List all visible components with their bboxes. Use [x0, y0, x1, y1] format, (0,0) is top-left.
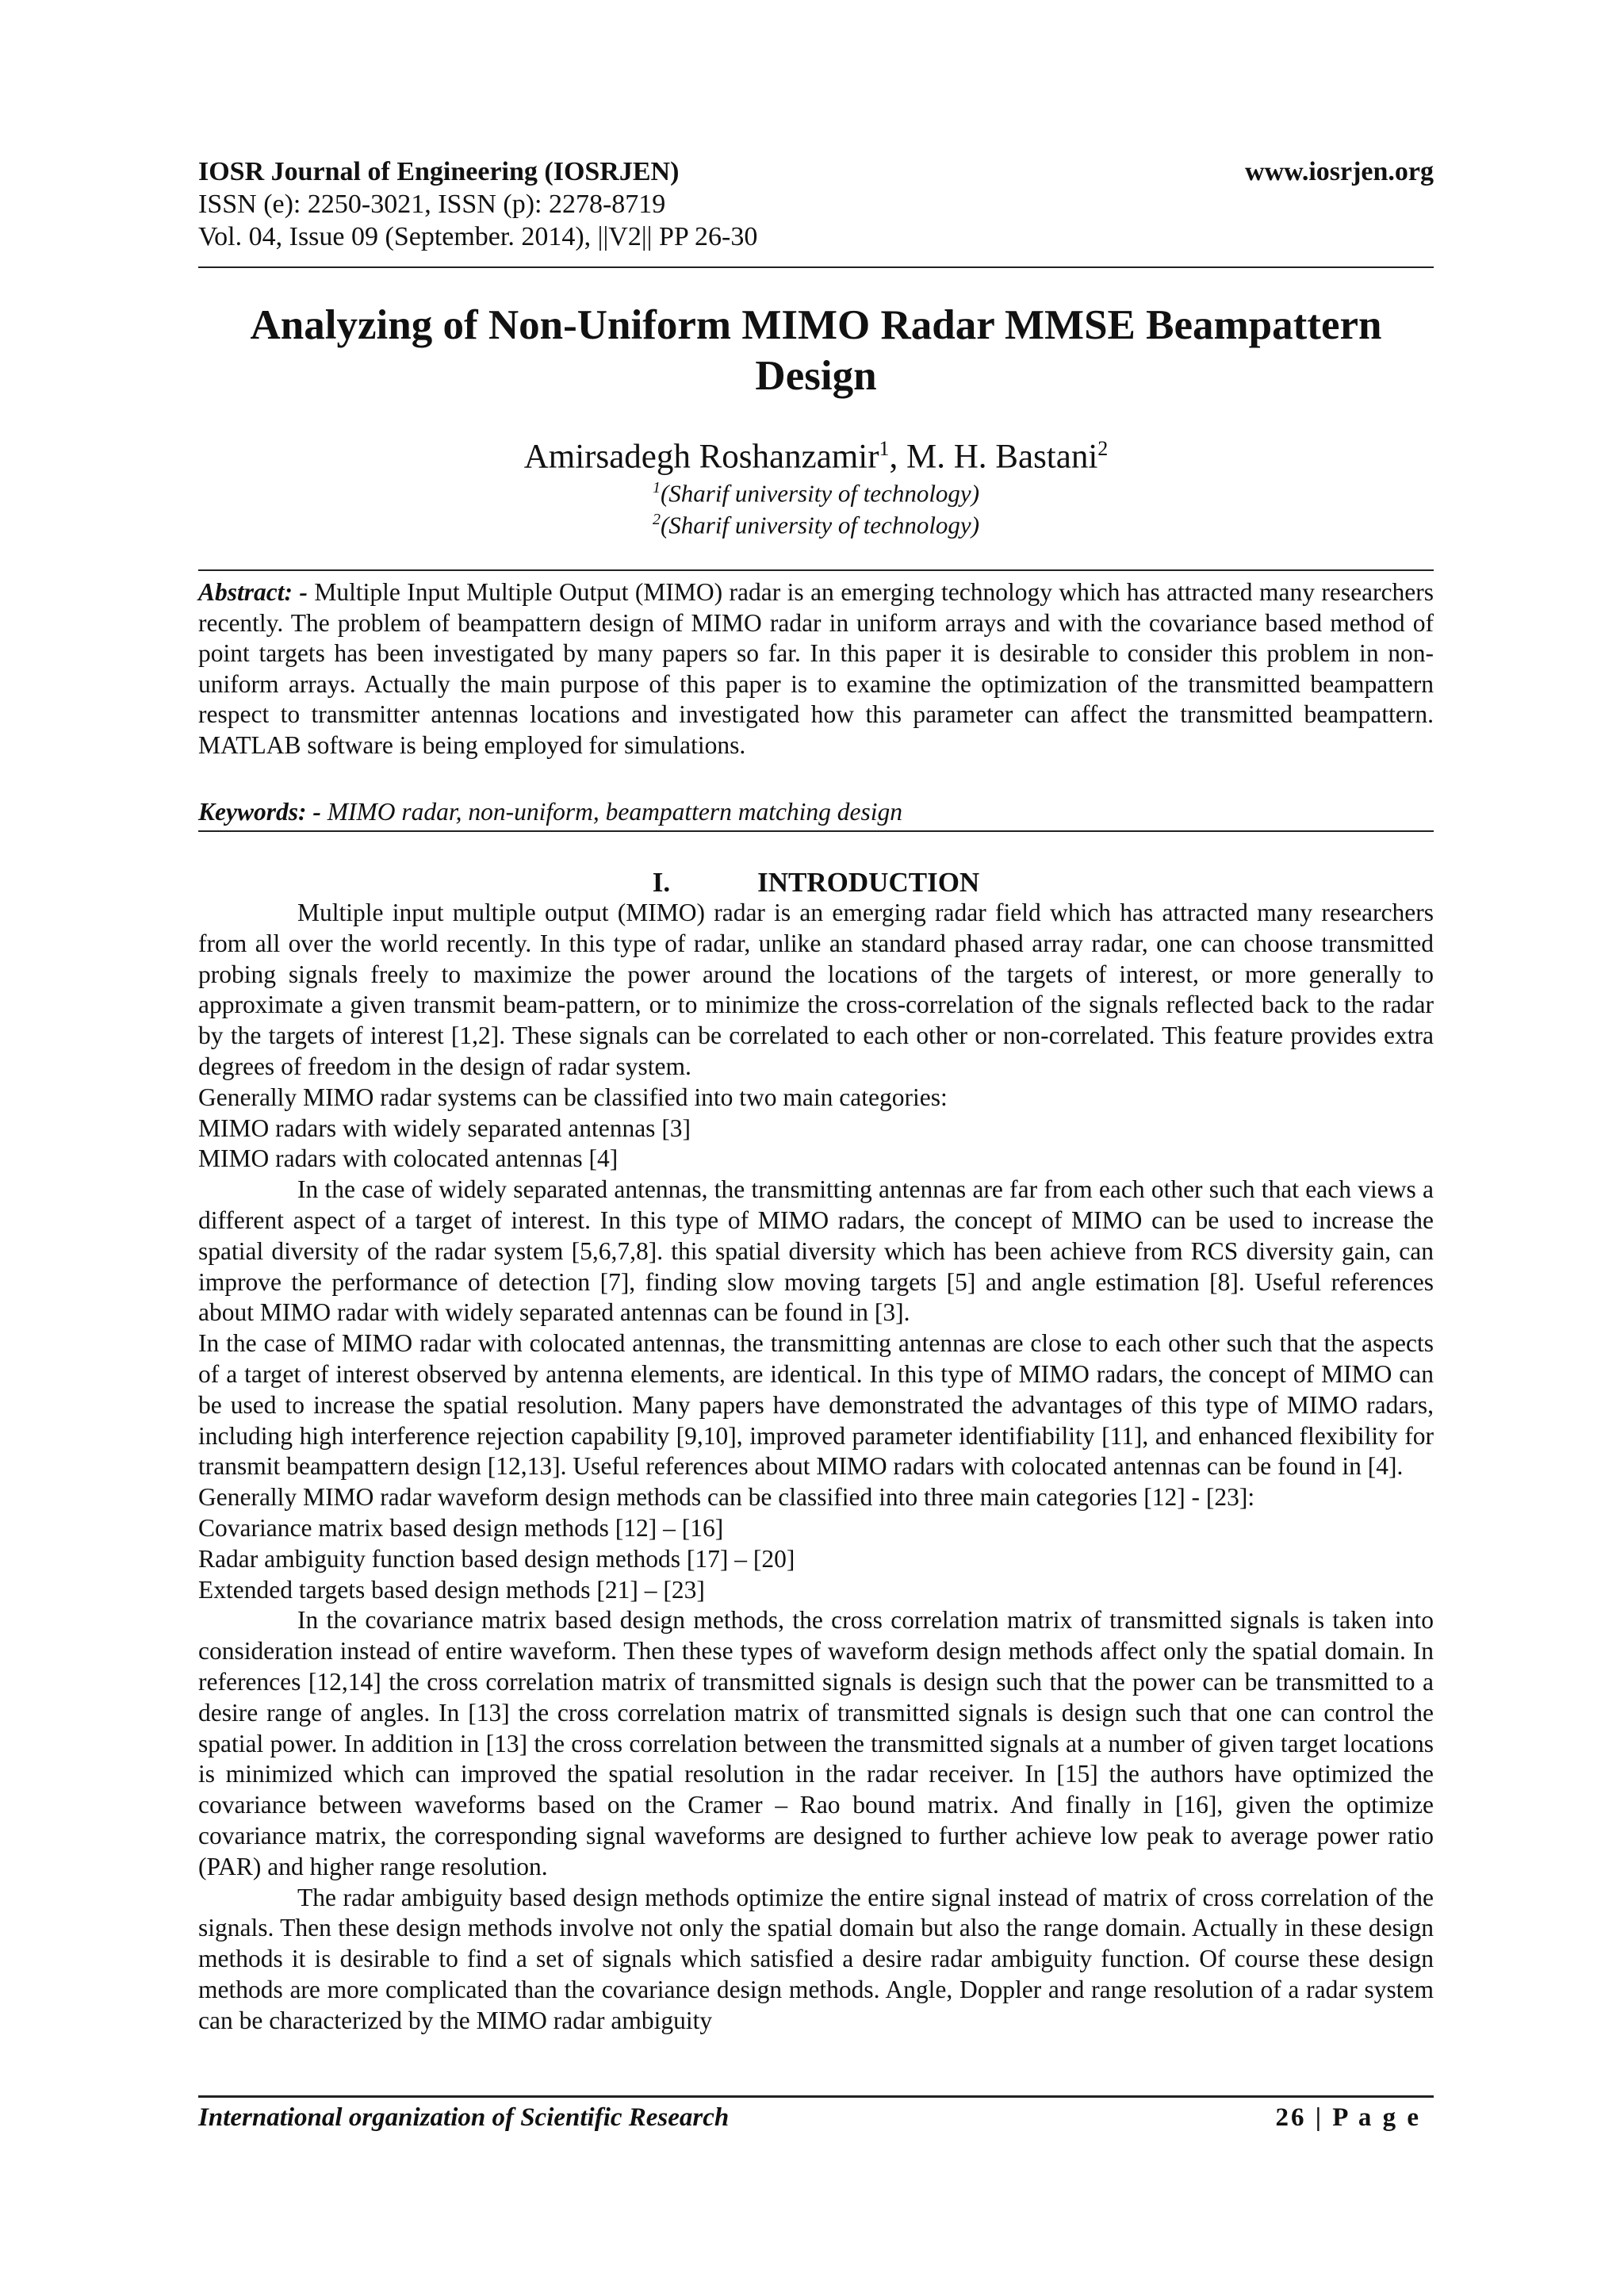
author-name: M. H. Bastani	[906, 438, 1098, 476]
journal-volume: Vol. 04, Issue 09 (September. 2014), ||V2|| PP 26-30	[198, 222, 758, 251]
journal-issn: ISSN (e): 2250-3021, ISSN (p): 2278-8719	[198, 190, 666, 219]
keywords-bottom-rule	[198, 830, 1434, 832]
author-superscript: 2	[1097, 437, 1109, 460]
abstract	[198, 577, 1434, 761]
author-superscript: 1	[879, 437, 890, 460]
footer-divider	[198, 2095, 1434, 2098]
affiliation-superscript: 2	[652, 511, 661, 528]
journal-name: IOSR Journal of Engineering (IOSRJEN)	[198, 157, 680, 186]
paper-title-line-2: Design	[755, 353, 877, 399]
paragraph: In the case of MIMO radar with colocated antennas, the transmitting antennas are close to each other such that the aspects of a target of interest observed by antenna elements, are identical. In this type of MIMO radars, the concept of MIMO can be used to increase the spatial resolution. Many papers have demonstrated the advantages of this type of MIMO radars, including high interference rejection capability [9,10], improved parameter identifiability [11], and enhanced flexibility for transmit beampattern design [12,13]. Useful references about MIMO radars with colocated antennas can be found in [4].	[198, 1329, 1434, 1481]
list-item: Radar ambiguity function based design methods [17] – [20]	[198, 1544, 795, 1573]
list-item: MIMO radars with colocated antennas [4]	[198, 1144, 619, 1173]
author-separator: ,	[889, 438, 907, 476]
list-item: MIMO radars with widely separated antennas [3]	[198, 1114, 691, 1142]
author-name: Amirsadegh Roshanzamir	[523, 438, 879, 476]
keywords-text: MIMO radar, non-uniform, beampattern matching design	[327, 798, 903, 826]
body-text	[198, 898, 1434, 2036]
abstract-text: Multiple Input Multiple Output (MIMO) radar is an emerging technology which has attracted many researchers recently. The problem of beampattern design of MIMO radar in uniform arrays and with the covariance based method of point targets has been investigated by many papers so far. In this paper it is desirable to consider this problem in non-uniform arrays. Actually the main purpose of this paper is to examine the optimization of the transmitted beampattern respect to transmitter antennas locations and investigated how this parameter can affect the transmitted beampattern. MATLAB software is being employed for simulations.	[198, 578, 1434, 759]
paragraph: Multiple input multiple output (MIMO) radar is an emerging radar field which has attracted many researchers from all over the world recently. In this type of radar, unlike an standard phased array radar, one can choose transmitted probing signals freely to maximize the power around the locations of the targets of interest, or more generally to approximate a given transmit beam-pattern, or to minimize the cross-correlation of the signals reflected back to the radar by the targets of interest [1,2]. These signals can be correlated to each other or non-correlated. This feature provides extra degrees of freedom in the design of radar system.	[198, 899, 1434, 1080]
affiliation-superscript: 1	[652, 479, 661, 496]
paragraph: In the covariance matrix based design methods, the cross correlation matrix of transmitted signals is taken into consideration instead of entire waveform. Then these types of waveform design methods affect only the spatial domain. In references [12,14] the cross correlation matrix of transmitted signals is design such that the power can be transmitted to a desire range of angles. In [13] the cross correlation matrix of transmitted signals is design such that one can control the spatial power. In addition in [13] the cross correlation between the transmitted signals at a number of given target locations is minimized which can improved the spatial resolution in the radar receiver. In [15] the authors have optimized the covariance between waveforms based on the Cramer – Rao bound matrix. And finally in [16], given the optimize covariance matrix, the corresponding signal waveforms are designed to further achieve low peak to average power ratio (PAR) and higher range resolution.	[198, 1606, 1434, 1880]
page-number: 26 | P a g e	[1275, 2103, 1421, 2132]
section-heading	[198, 866, 1434, 899]
footer-organization: International organization of Scientific Research	[198, 2103, 730, 2132]
list-item: Covariance matrix based design methods [12] – [16]	[198, 1513, 724, 1542]
section-number: I.	[652, 867, 671, 898]
list-item: Extended targets based design methods [21] – [23]	[198, 1575, 705, 1604]
journal-header	[198, 155, 1434, 253]
keywords	[198, 797, 1434, 827]
section-title: INTRODUCTION	[757, 867, 980, 898]
affiliation-text: (Sharif university of technology)	[660, 511, 980, 539]
page-footer	[198, 2102, 1434, 2133]
paragraph: Generally MIMO radar systems can be classified into two main categories:	[198, 1083, 948, 1111]
paper-title	[198, 300, 1434, 401]
affiliation	[198, 504, 1434, 540]
paragraph: Generally MIMO radar waveform design methods can be classified into three main categories [12] - [23]:	[198, 1483, 1255, 1512]
paper-title-line-1: Analyzing of Non-Uniform MIMO Radar MMSE Beampattern	[250, 302, 1382, 348]
journal-website[interactable]: www.iosrjen.org	[1245, 157, 1434, 186]
header-divider	[198, 266, 1434, 268]
paragraph: The radar ambiguity based design methods optimize the entire signal instead of matrix of cross correlation of the signals. Then these design methods involve not only the spatial domain but also the range domain. Actually in these design methods it is desirable to find a set of signals which satisfied a desire radar ambiguity function. Of course these design methods are more complicated than the covariance design methods. Angle, Doppler and range resolution of a radar system can be characterized by the MIMO radar ambiguity	[198, 1883, 1434, 2034]
paragraph: In the case of widely separated antennas, the transmitting antennas are far from each other such that each views a different aspect of a target of interest. In this type of MIMO radars, the concept of MIMO can be used to increase the spatial diversity of the radar system [5,6,7,8]. this spatial diversity which has been achieve from RCS diversity gain, can improve the performance of detection [7], finding slow moving targets [5] and angle estimation [8]. Useful references about MIMO radar with widely separated antennas can be found in [3].	[198, 1175, 1434, 1327]
affiliation	[198, 473, 1434, 508]
affiliation-text: (Sharif university of technology)	[660, 479, 980, 508]
author-list	[198, 428, 1434, 477]
abstract-label: Abstract: -	[198, 578, 308, 606]
abstract-top-rule	[198, 569, 1434, 571]
keywords-label: Keywords: -	[198, 798, 321, 826]
